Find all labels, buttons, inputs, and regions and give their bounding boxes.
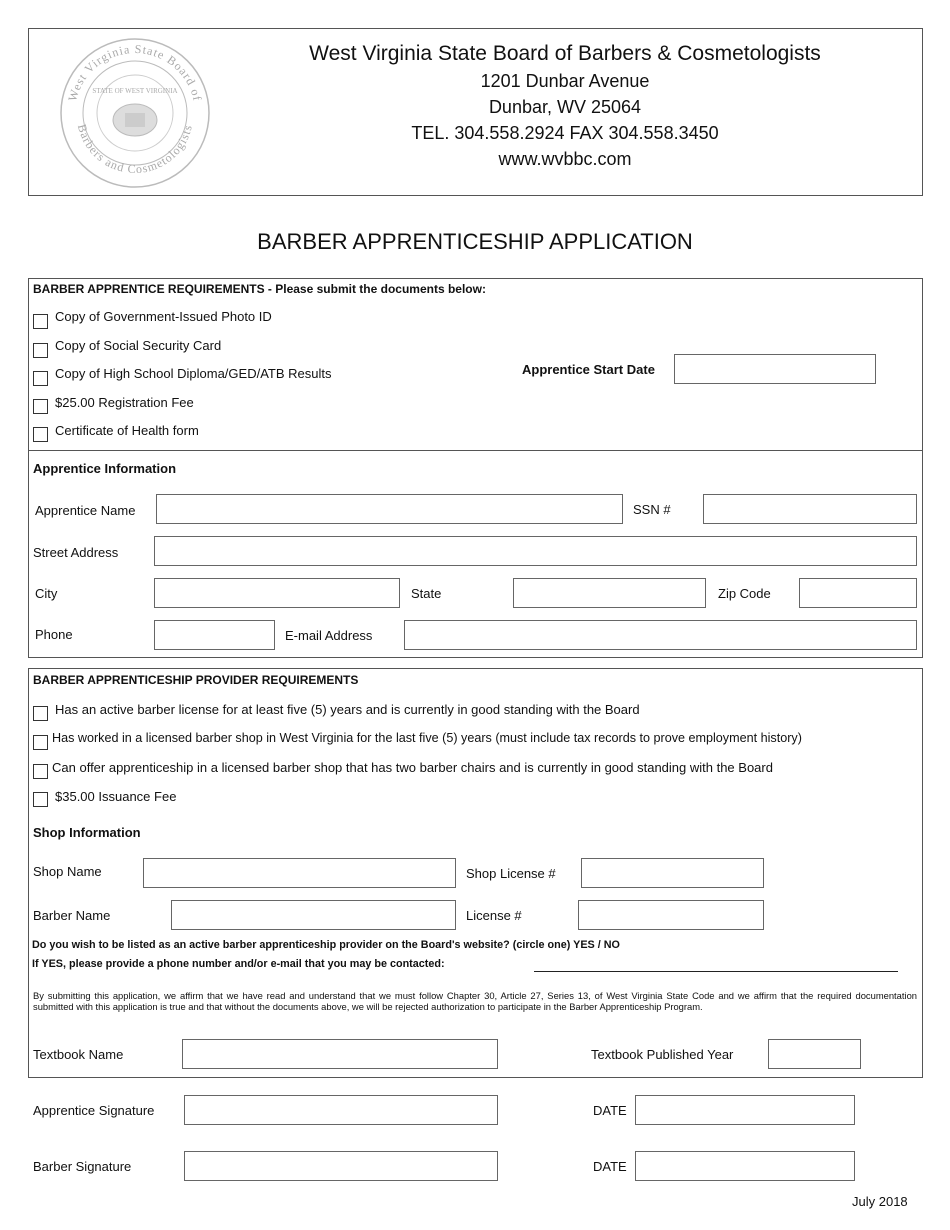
listing-question: Do you wish to be listed as an active barber apprenticeship provider on the Board's website? (circle one) YES / NO bbox=[32, 939, 620, 951]
textbook-name-field[interactable] bbox=[182, 1039, 498, 1069]
email-label: E-mail Address bbox=[285, 628, 373, 643]
org-website: www.wvbbc.com bbox=[498, 149, 632, 169]
listing-contact-line[interactable] bbox=[534, 971, 898, 972]
ssn-field[interactable] bbox=[703, 494, 917, 524]
city-field[interactable] bbox=[154, 578, 400, 608]
checkbox-worked-years[interactable] bbox=[33, 735, 48, 750]
affirmation-text: By submitting this application, we affirm that we have read and understand that we must follow Chapter 30, Article 27, Series 13, of West Virginia State Code and we affirm that the required documentation submitted with this application is true and that without the documents above, we will be rejected authorization to participate in the Barber Apprenticeship Program. bbox=[33, 990, 917, 1012]
shop-info-heading: Shop Information bbox=[33, 825, 141, 840]
org-phone-fax: TEL. 304.558.2924 FAX 304.558.3450 bbox=[411, 123, 719, 143]
phone-label: Phone bbox=[35, 627, 73, 642]
email-field[interactable] bbox=[404, 620, 917, 650]
textbook-year-field[interactable] bbox=[768, 1039, 861, 1069]
start-date-field[interactable] bbox=[674, 354, 876, 384]
shop-license-field[interactable] bbox=[581, 858, 764, 888]
zip-label: Zip Code bbox=[718, 586, 771, 601]
seal-inner-text: STATE OF WEST VIRGINIA bbox=[92, 87, 178, 95]
org-address-line1: 1201 Dunbar Avenue bbox=[480, 71, 650, 91]
apprentice-date-label: DATE bbox=[593, 1103, 627, 1118]
org-address-line2: Dunbar, WV 25064 bbox=[488, 97, 642, 117]
prov-issuance-fee: $35.00 Issuance Fee bbox=[55, 789, 177, 804]
textbook-year-label: Textbook Published Year bbox=[591, 1047, 734, 1062]
barber-signature-label: Barber Signature bbox=[33, 1159, 132, 1174]
board-seal bbox=[55, 35, 215, 190]
checkbox-license-years[interactable] bbox=[33, 706, 48, 721]
state-label: State bbox=[411, 586, 442, 601]
provider-heading: BARBER APPRENTICESHIP PROVIDER REQUIREMENTS bbox=[33, 673, 359, 687]
prov-worked-years: Has worked in a licensed barber shop in West Virginia for the last five (5) years (must include tax records to prove employment history) bbox=[52, 731, 802, 745]
license-label: License # bbox=[466, 908, 522, 923]
seal-text-bottom: Barbers and Cosmetologists bbox=[74, 122, 196, 177]
req-photo-id: Copy of Government-Issued Photo ID bbox=[55, 309, 272, 324]
barber-signature-field[interactable] bbox=[184, 1151, 498, 1181]
req-health-form: Certificate of Health form bbox=[55, 423, 199, 438]
shop-name-label: Shop Name bbox=[33, 864, 102, 879]
apprentice-name-label: Apprentice Name bbox=[35, 503, 136, 518]
checkbox-issuance-fee[interactable] bbox=[33, 792, 48, 807]
revision-date: July 2018 bbox=[852, 1194, 908, 1209]
start-date-label: Apprentice Start Date bbox=[522, 362, 655, 377]
ssn-label: SSN # bbox=[633, 502, 671, 517]
textbook-name-label: Textbook Name bbox=[33, 1047, 124, 1062]
barber-date-label: DATE bbox=[593, 1159, 627, 1174]
barber-name-label: Barber Name bbox=[33, 908, 111, 923]
checkbox-registration-fee[interactable] bbox=[33, 399, 48, 414]
shop-license-label: Shop License # bbox=[466, 866, 556, 881]
street-address-label: Street Address bbox=[33, 545, 119, 560]
apprentice-signature-label: Apprentice Signature bbox=[33, 1103, 155, 1118]
checkbox-health-form[interactable] bbox=[33, 427, 48, 442]
shop-name-field[interactable] bbox=[143, 858, 456, 888]
barber-name-field[interactable] bbox=[171, 900, 456, 930]
checkbox-ssc[interactable] bbox=[33, 343, 48, 358]
city-label: City bbox=[35, 586, 58, 601]
checkbox-diploma[interactable] bbox=[33, 371, 48, 386]
street-address-field[interactable] bbox=[154, 536, 917, 566]
apprentice-date-field[interactable] bbox=[635, 1095, 855, 1125]
page-title: BARBER APPRENTICESHIP APPLICATION bbox=[257, 229, 693, 254]
seal-text-top: West Virginia State Board of bbox=[65, 41, 205, 103]
req-diploma: Copy of High School Diploma/GED/ATB Results bbox=[55, 366, 332, 381]
barber-date-field[interactable] bbox=[635, 1151, 855, 1181]
org-name: West Virginia State Board of Barbers & Cosmetologists bbox=[309, 42, 821, 65]
prov-license-years: Has an active barber license for at least five (5) years and is currently in good standing with the Board bbox=[55, 702, 640, 717]
section-divider bbox=[28, 450, 922, 451]
req-registration-fee: $25.00 Registration Fee bbox=[55, 395, 194, 410]
apprentice-name-field[interactable] bbox=[156, 494, 623, 524]
checkbox-photo-id[interactable] bbox=[33, 314, 48, 329]
phone-field[interactable] bbox=[154, 620, 275, 650]
listing-contact-label: If YES, please provide a phone number and/or e-mail that you may be contacted: bbox=[32, 958, 445, 970]
req-ssc: Copy of Social Security Card bbox=[55, 338, 222, 353]
apprentice-signature-field[interactable] bbox=[184, 1095, 498, 1125]
state-field[interactable] bbox=[513, 578, 706, 608]
checkbox-barber-chairs[interactable] bbox=[33, 764, 48, 779]
requirements-heading: BARBER APPRENTICE REQUIREMENTS - Please submit the documents below: bbox=[33, 282, 486, 296]
license-field[interactable] bbox=[578, 900, 764, 930]
apprentice-info-heading: Apprentice Information bbox=[33, 461, 177, 476]
zip-field[interactable] bbox=[799, 578, 917, 608]
prov-barber-chairs: Can offer apprenticeship in a licensed barber shop that has two barber chairs and is currently in good standing with the Board bbox=[52, 760, 773, 775]
